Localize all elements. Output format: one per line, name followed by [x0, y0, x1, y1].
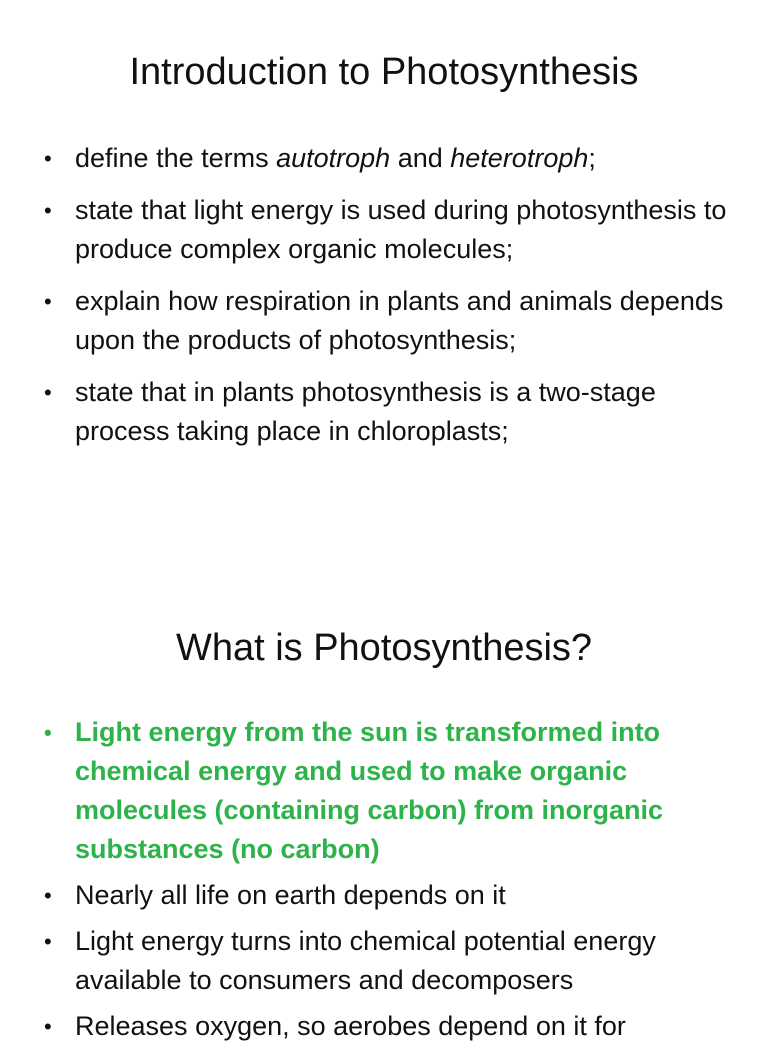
list-item — [44, 373, 744, 451]
bullet-text: state that in plants photosynthesis is a two-stage process taking place in chloroplasts; — [75, 377, 656, 446]
slide-what-is-photosynthesis — [0, 560, 768, 1041]
list-item — [44, 139, 744, 178]
slide-title: What is Photosynthesis? — [175, 627, 593, 669]
term-heterotroph: heterotroph — [450, 143, 589, 173]
list-item — [44, 876, 744, 915]
bullet-icon: • — [44, 289, 52, 314]
list-item — [44, 1007, 744, 1046]
bullet-text: Nearly all life on earth depends on it — [75, 880, 506, 910]
bullet-list — [44, 713, 744, 1053]
bullet-text-middle: and — [390, 143, 451, 173]
bullet-text: state that light energy is used during photosynthesis to produce complex organic molecules; — [75, 195, 727, 264]
bullet-text-suffix: ; — [588, 143, 596, 173]
bullet-icon: • — [44, 146, 52, 171]
bullet-text: Releases oxygen, so aerobes depend on it for — [75, 1011, 626, 1041]
bullet-text-prefix: define the terms — [75, 143, 277, 173]
slide-title: Introduction to Photosynthesis — [129, 51, 639, 93]
bullet-icon: • — [44, 883, 52, 908]
list-item-highlighted — [44, 713, 744, 869]
bullet-list — [44, 139, 744, 464]
bullet-text: Light energy from the sun is transformed into chemical energy and used to make organic molecules (containing carbon) from inorganic substances (no carbon) — [75, 717, 664, 864]
list-item — [44, 282, 744, 360]
bullet-icon: • — [44, 380, 52, 405]
bullet-icon: • — [44, 929, 52, 954]
list-item — [44, 191, 744, 269]
bullet-text: Light energy turns into chemical potential energy available to consumers and decomposers — [75, 926, 656, 995]
bullet-icon: • — [44, 198, 52, 223]
term-autotroph: autotroph — [276, 143, 391, 173]
bullet-text: explain how respiration in plants and animals depends upon the products of photosynthesis; — [75, 286, 724, 355]
bullet-icon: • — [44, 1014, 52, 1039]
bullet-icon: • — [44, 720, 52, 745]
list-item — [44, 922, 744, 1000]
